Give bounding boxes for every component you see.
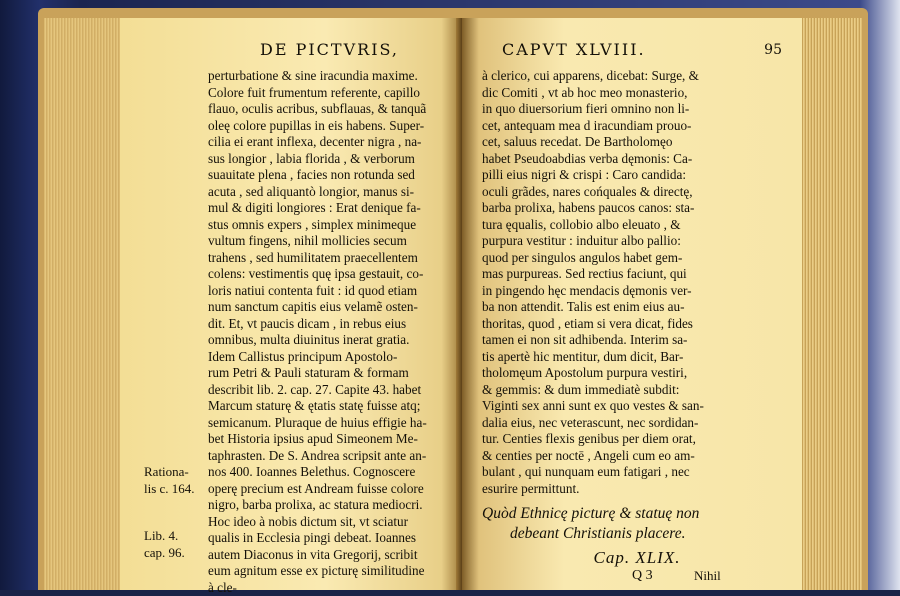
chapter-heading-line: debeant Christianis placere. (482, 524, 792, 544)
text-line: qualis in Ecclesia pingi debeat. Ioannes (208, 530, 427, 547)
text-line: tamen ei non sit adhibenda. Interim sa- (482, 332, 704, 349)
text-line: Hoc ideo à nobis dictum sit, vt sciatur (208, 514, 427, 531)
left-page-edges (44, 18, 124, 590)
text-line: thoritas, quod , etiam si vera dicat, fides (482, 316, 704, 333)
text-line: dit. Et, vt paucis dicam , in rebus eius (208, 316, 427, 333)
left-page (120, 18, 462, 590)
text-line: describit lib. 2. cap. 27. Capite 43. habet (208, 382, 427, 399)
text-line: cilia ei erant inflexa, decenter nigra , na- (208, 134, 427, 151)
text-line: dic Comiti , vt ab hoc meo monasterio, (482, 85, 704, 102)
text-line: taphrasten. De S. Andrea scripsit ante an- (208, 448, 427, 465)
chapter-heading-line: Quòd Ethnicę picturę & statuę non (482, 504, 792, 524)
text-line: num sanctum capitis eius velamẽ osten- (208, 299, 427, 316)
text-line: pilli eius nigri & crispi : Caro candida: (482, 167, 704, 184)
chapter-number: Cap. XLIX. (482, 548, 792, 568)
text-line: Viginti sex anni sunt ex quo vestes & san- (482, 398, 704, 415)
text-line: tur. Centies flexis genibus per diem orat, (482, 431, 704, 448)
right-page (462, 18, 802, 590)
text-line: suauitate plena , facies non rotunda sed (208, 167, 427, 184)
text-line: Marcum staturę & ętatis statę fuisse atq; (208, 398, 427, 415)
text-line: semicanum. Pluraque de huius effigie ha- (208, 415, 427, 432)
right-running-head: CAPVT XLVIII. (502, 40, 646, 59)
text-line: à clerico, cui apparens, dicebat: Surge, & (482, 68, 704, 85)
text-line: mas purpureas. Sed rectius faciunt, qui (482, 266, 704, 283)
text-line: vultum fingens, nihil mollicies secum (208, 233, 427, 250)
text-line: colens: vestimentis quę ipsa gestauit, co- (208, 266, 427, 283)
margin-note-line: cap. 96. (144, 545, 185, 562)
page-number: 95 (764, 42, 782, 58)
text-line: dalia eius, nec veterascunt, nec sordidan- (482, 415, 704, 432)
text-line: tis apertè hic mentitur, dum dicit, Bar- (482, 349, 704, 366)
text-line: autem Diaconus in vita Gregorij, scribit (208, 547, 427, 564)
text-line: & gemmis: & dum immediatè subdit: (482, 382, 704, 399)
chapter-heading (482, 504, 792, 568)
margin-note-rationalis (144, 464, 195, 497)
text-line: stus omnis expers , simplex minimeque (208, 217, 427, 234)
catchword: Nihil (694, 568, 721, 584)
text-line: nos 400. Ioannes Belethus. Cognoscere (208, 464, 427, 481)
text-line: in pingendo hęc mendacis dęmonis ver- (482, 283, 704, 300)
text-line: quod per singulos angulos habet gem- (482, 250, 704, 267)
text-line: in quo diuersorium fieri omnino non li- (482, 101, 704, 118)
right-page-text (482, 68, 704, 497)
text-line: trahens , sed humilitatem praecellentem (208, 250, 427, 267)
text-line: habet Pseudoabdias verba dęmonis: Ca- (482, 151, 704, 168)
text-line: purpura vestitur : induitur albo pallio: (482, 233, 704, 250)
text-line: cet, saluus recedat. De Bartholomęo (482, 134, 704, 151)
text-line: bulant , qui nunquam eum fatigari , nec (482, 464, 704, 481)
text-line: acuta , sed aliquantò longior, manus si- (208, 184, 427, 201)
text-line: flauo, oculis acribus, subflauas, & tanquã (208, 101, 427, 118)
text-line: oleę colore pupillas in eis habens. Super- (208, 118, 427, 135)
text-line: Colore fuit frumentum referente, capillo (208, 85, 427, 102)
left-running-head: DE PICTVRIS, (260, 40, 399, 59)
margin-note-line: Rationa- (144, 464, 195, 481)
text-line: esurire permittunt. (482, 481, 704, 498)
text-line: nigro, barba prolixa, ac statura mediocri. (208, 497, 427, 514)
signature-mark: Q 3 (632, 568, 653, 584)
text-line: bet Historia ipsius apud Simeonem Me- (208, 431, 427, 448)
text-line: tura ęqualis, collobio albo eleuato , & (482, 217, 704, 234)
margin-note-line: lis c. 164. (144, 481, 195, 498)
text-line: rum Petri & Pauli staturam & formam (208, 365, 427, 382)
margin-note-line: Lib. 4. (144, 528, 185, 545)
margin-note-lib (144, 528, 185, 561)
text-line: cet, antequam mea d iracundiam prouo- (482, 118, 704, 135)
text-line: Idem Callistus principum Apostolo- (208, 349, 427, 366)
text-line: perturbatione & sine iracundia maxime. (208, 68, 427, 85)
text-line: barba prolixa, habens paucos canos: sta- (482, 200, 704, 217)
text-line: operę precium est Andream fuisse colore (208, 481, 427, 498)
text-line: oculi grãdes, nares cońquales & directę, (482, 184, 704, 201)
text-line: sus longior , labia florida , & verborum (208, 151, 427, 168)
text-line: à cle- (208, 580, 427, 596)
text-line: tholomęum Apostolum purpura vestiri, (482, 365, 704, 382)
text-line: mul & digiti longiores : Erat denique fa- (208, 200, 427, 217)
text-line: & centies per noctē , Angeli cum eo am- (482, 448, 704, 465)
text-line: omnibus, multa diuinitus inerat gratia. (208, 332, 427, 349)
right-page-edges (800, 18, 862, 590)
left-page-text (208, 68, 427, 596)
text-line: loris natiui contenta fuit : id quod etiam (208, 283, 427, 300)
text-line: ba non attendit. Talis est enim eius au- (482, 299, 704, 316)
text-line: eum agnitum esse ex picturę similitudine (208, 563, 427, 580)
